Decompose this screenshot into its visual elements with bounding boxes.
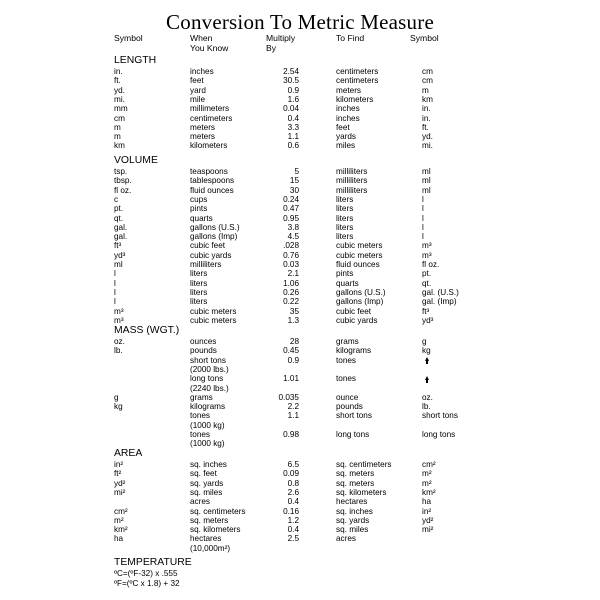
- target-symbol-cell: ml: [422, 167, 431, 176]
- symbol-cell: in.: [114, 67, 123, 76]
- when-you-know-cell: (2240 lbs.): [190, 383, 229, 393]
- when-you-know-cell: pints: [190, 204, 208, 214]
- when-you-know-cell: long tons: [190, 374, 224, 384]
- multiply-by-cell: 0.45: [283, 346, 299, 356]
- when-you-know-cell: ounces: [190, 337, 217, 346]
- target-symbol-cell: l: [422, 232, 424, 242]
- to-find-cell: inches: [336, 104, 360, 114]
- multiply-by-cell: 1.3: [287, 315, 299, 325]
- target-symbol-cell: g: [422, 337, 427, 346]
- multiply-by-cell: 1.06: [283, 278, 299, 288]
- when-you-know-cell: (1000 kg): [190, 420, 225, 430]
- when-you-know-cell: centimeters: [190, 113, 233, 123]
- target-symbol-cell: mi.: [422, 141, 433, 151]
- when-you-know-cell: millimeters: [190, 104, 230, 114]
- multiply-by-cell: 0.04: [283, 104, 299, 114]
- target-symbol-cell: gal. (U.S.): [422, 287, 459, 297]
- symbol-cell: yd³: [114, 250, 126, 260]
- multiply-by-cell: 2.54: [283, 67, 299, 76]
- multiply-by-cell: 0.9: [287, 355, 299, 365]
- multiply-by-cell: 0.035: [278, 392, 299, 402]
- target-symbol-cell: cm: [422, 67, 433, 76]
- when-you-know-cell: sq. yards: [190, 478, 224, 488]
- to-find-cell: cubic meters: [336, 250, 383, 260]
- when-you-know-cell: sq. miles: [190, 487, 223, 497]
- multiply-by-cell: 3.3: [287, 122, 299, 132]
- multiply-by-cell: 30.5: [283, 76, 299, 86]
- to-find-cell: meters: [336, 85, 362, 95]
- to-find-cell: milliliters: [336, 176, 368, 186]
- multiply-by-cell: 0.6: [287, 141, 299, 151]
- multiply-by-cell: 0.4: [287, 113, 299, 123]
- symbol-cell: m²: [114, 515, 124, 525]
- to-find-cell: milliliters: [336, 185, 368, 195]
- up-arrow-icon: [425, 357, 429, 361]
- temperature-formula-celsius: ºC=(ºF-32) x .555: [114, 569, 178, 578]
- symbol-cell: ft²: [114, 469, 122, 479]
- multiply-by-cell: 30: [289, 185, 299, 195]
- when-you-know-cell: tones: [190, 411, 211, 421]
- target-symbol-cell: qt.: [422, 278, 432, 288]
- target-symbol-cell: cm²: [422, 460, 436, 469]
- symbol-cell: km: [114, 141, 125, 151]
- when-you-know-cell: cubic yards: [190, 250, 232, 260]
- target-symbol-cell: in.: [422, 104, 431, 114]
- header-multiply-line1: Multiply: [266, 33, 296, 43]
- target-symbol-cell: short tons: [422, 411, 458, 421]
- target-symbol-cell: long tons: [422, 430, 456, 439]
- symbol-cell: ml: [114, 260, 123, 269]
- multiply-by-cell: 1.2: [287, 515, 299, 525]
- when-you-know-cell: cubic meters: [190, 306, 237, 316]
- symbol-cell: c: [114, 194, 119, 204]
- symbol-cell: cm: [114, 113, 125, 123]
- when-you-know-cell: inches: [190, 67, 214, 76]
- symbol-cell: qt.: [114, 213, 124, 223]
- multiply-by-cell: 0.24: [283, 194, 299, 204]
- symbol-cell: yd²: [114, 478, 126, 488]
- section-heading-area: AREA: [114, 448, 143, 459]
- when-you-know-cell: cubic meters: [190, 315, 237, 325]
- section-heading-length: LENGTH: [114, 55, 157, 66]
- up-arrow-icon: [425, 376, 429, 380]
- target-symbol-cell: yd²: [422, 515, 434, 525]
- when-you-know-cell: milliliters: [190, 260, 222, 269]
- to-find-cell: hectares: [336, 497, 368, 507]
- to-find-cell: grams: [336, 337, 359, 346]
- multiply-by-cell: 28: [289, 337, 299, 346]
- when-you-know-cell: hectares: [190, 534, 222, 544]
- multiply-by-cell: 0.16: [283, 506, 299, 516]
- symbol-cell: l: [114, 287, 116, 297]
- to-find-cell: inches: [336, 113, 360, 123]
- to-find-cell: gallons (U.S.): [336, 287, 386, 297]
- multiply-by-cell: 6.5: [287, 460, 299, 469]
- target-symbol-cell: oz.: [422, 392, 433, 402]
- symbol-cell: l: [114, 269, 116, 279]
- target-symbol-cell: m²: [422, 469, 432, 479]
- when-you-know-cell: tablespoons: [190, 176, 235, 186]
- to-find-cell: pounds: [336, 402, 363, 412]
- target-symbol-cell: kg: [422, 346, 431, 356]
- when-you-know-cell: short tons: [190, 355, 226, 365]
- to-find-cell: liters: [336, 232, 354, 242]
- target-symbol-cell: ft.: [422, 122, 429, 132]
- multiply-by-cell: 0.47: [283, 204, 299, 214]
- symbol-cell: l: [114, 297, 116, 307]
- to-find-cell: sq. meters: [336, 469, 375, 479]
- when-you-know-cell: sq. feet: [190, 469, 217, 479]
- target-symbol-cell: pt.: [422, 269, 432, 279]
- to-find-cell: cubic yards: [336, 315, 378, 325]
- symbol-cell: ft³: [114, 241, 122, 251]
- to-find-cell: ounce: [336, 392, 359, 402]
- multiply-by-cell: 35: [289, 306, 299, 316]
- symbol-cell: km²: [114, 525, 128, 535]
- header-when-line1: When: [190, 33, 213, 43]
- to-find-cell: long tons: [336, 430, 370, 439]
- when-you-know-cell: (10,000m²): [190, 543, 231, 553]
- multiply-by-cell: 0.22: [283, 297, 299, 307]
- symbol-cell: lb.: [114, 346, 123, 356]
- symbol-cell: yd.: [114, 85, 125, 95]
- multiply-by-cell: 1.1: [287, 132, 299, 142]
- when-you-know-cell: (2000 lbs.): [190, 364, 229, 374]
- multiply-by-cell: 2.1: [287, 269, 299, 279]
- when-you-know-cell: kilometers: [190, 141, 228, 151]
- when-you-know-cell: gallons (Imp): [190, 232, 238, 242]
- header-when-line2: You Know: [190, 43, 229, 53]
- target-symbol-cell: yd³: [422, 315, 434, 325]
- section-heading-volume: VOLUME: [114, 155, 158, 166]
- target-symbol-cell: mi²: [422, 525, 434, 535]
- target-symbol-cell: in.: [422, 113, 431, 123]
- multiply-by-cell: 2.2: [287, 402, 299, 412]
- when-you-know-cell: cups: [190, 194, 208, 204]
- to-find-cell: liters: [336, 213, 354, 223]
- target-symbol-cell: m: [422, 85, 429, 95]
- target-symbol-cell: m²: [422, 478, 432, 488]
- to-find-cell: sq. miles: [336, 525, 369, 535]
- to-find-cell: sq. centimeters: [336, 460, 392, 469]
- multiply-by-cell: 5: [294, 167, 299, 176]
- symbol-cell: m³: [114, 306, 124, 316]
- section-heading-temperature: TEMPERATURE: [114, 557, 192, 568]
- to-find-cell: tones: [336, 374, 357, 384]
- to-find-cell: gallons (Imp): [336, 297, 384, 307]
- when-you-know-cell: grams: [190, 392, 213, 402]
- symbol-cell: m³: [114, 315, 124, 325]
- symbol-cell: ha: [114, 534, 124, 544]
- target-symbol-cell: l: [422, 204, 424, 214]
- when-you-know-cell: kilograms: [190, 402, 226, 412]
- to-find-cell: liters: [336, 222, 354, 232]
- section-heading-mass-wgt: MASS (WGT.): [114, 325, 180, 336]
- when-you-know-cell: acres: [190, 497, 211, 507]
- to-find-cell: sq. kilometers: [336, 487, 387, 497]
- symbol-cell: mi.: [114, 94, 125, 104]
- symbol-cell: g: [114, 392, 119, 402]
- target-symbol-cell: l: [422, 194, 424, 204]
- target-symbol-cell: cm: [422, 76, 433, 86]
- target-symbol-cell: km: [422, 94, 433, 104]
- to-find-cell: acres: [336, 534, 357, 544]
- symbol-cell: l: [114, 278, 116, 288]
- multiply-by-cell: 0.95: [283, 213, 299, 223]
- multiply-by-cell: 2.5: [287, 534, 299, 544]
- target-symbol-cell: lb.: [422, 402, 431, 412]
- header-to-find: To Find: [336, 33, 365, 43]
- to-find-cell: kilometers: [336, 94, 374, 104]
- symbol-cell: tbsp.: [114, 176, 132, 186]
- symbol-cell: mm: [114, 104, 128, 114]
- to-find-cell: sq. inches: [336, 506, 373, 516]
- page-title: Conversion To Metric Measure: [166, 10, 434, 34]
- to-find-cell: centimeters: [336, 76, 379, 86]
- symbol-cell: gal.: [114, 222, 128, 232]
- when-you-know-cell: sq. inches: [190, 460, 227, 469]
- symbol-cell: kg: [114, 402, 123, 412]
- when-you-know-cell: pounds: [190, 346, 217, 356]
- symbol-cell: ft.: [114, 76, 121, 86]
- to-find-cell: miles: [336, 141, 356, 151]
- symbol-cell: pt.: [114, 204, 124, 214]
- symbol-cell: m: [114, 132, 121, 142]
- target-symbol-cell: fl oz.: [422, 260, 440, 269]
- to-find-cell: centimeters: [336, 67, 379, 76]
- when-you-know-cell: (1000 kg): [190, 439, 225, 449]
- when-you-know-cell: meters: [190, 132, 216, 142]
- to-find-cell: tones: [336, 355, 357, 365]
- target-symbol-cell: gal. (Imp): [422, 297, 457, 307]
- to-find-cell: milliliters: [336, 167, 368, 176]
- to-find-cell: feet: [336, 122, 350, 132]
- to-find-cell: sq. yards: [336, 515, 370, 525]
- when-you-know-cell: teaspoons: [190, 167, 228, 176]
- target-symbol-cell: in²: [422, 506, 432, 516]
- when-you-know-cell: sq. meters: [190, 515, 229, 525]
- header-multiply-line2: By: [266, 43, 277, 53]
- multiply-by-cell: 0.03: [283, 260, 299, 269]
- header-symbol-2: Symbol: [410, 33, 439, 43]
- when-you-know-cell: meters: [190, 122, 216, 132]
- multiply-by-cell: 0.4: [287, 525, 299, 535]
- multiply-by-cell: 0.98: [283, 430, 299, 439]
- symbol-cell: fl oz.: [114, 185, 132, 195]
- target-symbol-cell: m³: [422, 241, 432, 251]
- to-find-cell: pints: [336, 269, 354, 279]
- when-you-know-cell: tones: [190, 430, 211, 439]
- target-symbol-cell: km²: [422, 487, 436, 497]
- multiply-by-cell: 1.01: [283, 374, 299, 384]
- to-find-cell: liters: [336, 194, 354, 204]
- when-you-know-cell: mile: [190, 94, 206, 104]
- multiply-by-cell: 1.6: [287, 94, 299, 104]
- to-find-cell: quarts: [336, 278, 359, 288]
- to-find-cell: sq. meters: [336, 478, 375, 488]
- when-you-know-cell: sq. centimeters: [190, 506, 246, 516]
- to-find-cell: fluid ounces: [336, 260, 380, 269]
- multiply-by-cell: 4.5: [287, 232, 299, 242]
- when-you-know-cell: sq. kilometers: [190, 525, 241, 535]
- temperature-formula-fahrenheit: ºF=(ºC x 1.8) + 32: [114, 579, 180, 588]
- multiply-by-cell: 0.76: [283, 250, 299, 260]
- symbol-cell: oz.: [114, 337, 125, 346]
- when-you-know-cell: gallons (U.S.): [190, 222, 240, 232]
- target-symbol-cell: ha: [422, 497, 432, 507]
- multiply-by-cell: 0.8: [287, 478, 299, 488]
- to-find-cell: kilograms: [336, 346, 372, 356]
- symbol-cell: gal.: [114, 232, 128, 242]
- target-symbol-cell: ml: [422, 176, 431, 186]
- multiply-by-cell: .028: [283, 241, 299, 251]
- target-symbol-cell: l: [422, 213, 424, 223]
- when-you-know-cell: liters: [190, 269, 208, 279]
- when-you-know-cell: yard: [190, 85, 206, 95]
- symbol-cell: tsp.: [114, 167, 128, 176]
- target-symbol-cell: ft³: [422, 306, 430, 316]
- target-symbol-cell: yd.: [422, 132, 433, 142]
- when-you-know-cell: quarts: [190, 213, 213, 223]
- multiply-by-cell: 0.4: [287, 497, 299, 507]
- multiply-by-cell: 1.1: [287, 411, 299, 421]
- target-symbol-cell: l: [422, 222, 424, 232]
- when-you-know-cell: liters: [190, 278, 208, 288]
- to-find-cell: cubic meters: [336, 241, 383, 251]
- to-find-cell: liters: [336, 204, 354, 214]
- multiply-by-cell: 0.26: [283, 287, 299, 297]
- symbol-cell: cm²: [114, 506, 128, 516]
- multiply-by-cell: 15: [289, 176, 299, 186]
- when-you-know-cell: liters: [190, 297, 208, 307]
- when-you-know-cell: liters: [190, 287, 208, 297]
- symbol-cell: mi²: [114, 487, 126, 497]
- when-you-know-cell: cubic feet: [190, 241, 226, 251]
- to-find-cell: short tons: [336, 411, 372, 421]
- to-find-cell: cubic feet: [336, 306, 372, 316]
- to-find-cell: yards: [336, 132, 357, 142]
- target-symbol-cell: ml: [422, 185, 431, 195]
- symbol-cell: m: [114, 122, 121, 132]
- symbol-cell: in²: [114, 460, 124, 469]
- multiply-by-cell: 3.8: [287, 222, 299, 232]
- target-symbol-cell: m³: [422, 250, 432, 260]
- when-you-know-cell: feet: [190, 76, 204, 86]
- multiply-by-cell: 0.09: [283, 469, 299, 479]
- multiply-by-cell: 2.6: [287, 487, 299, 497]
- when-you-know-cell: fluid ounces: [190, 185, 234, 195]
- header-symbol: Symbol: [114, 33, 143, 43]
- multiply-by-cell: 0.9: [287, 85, 299, 95]
